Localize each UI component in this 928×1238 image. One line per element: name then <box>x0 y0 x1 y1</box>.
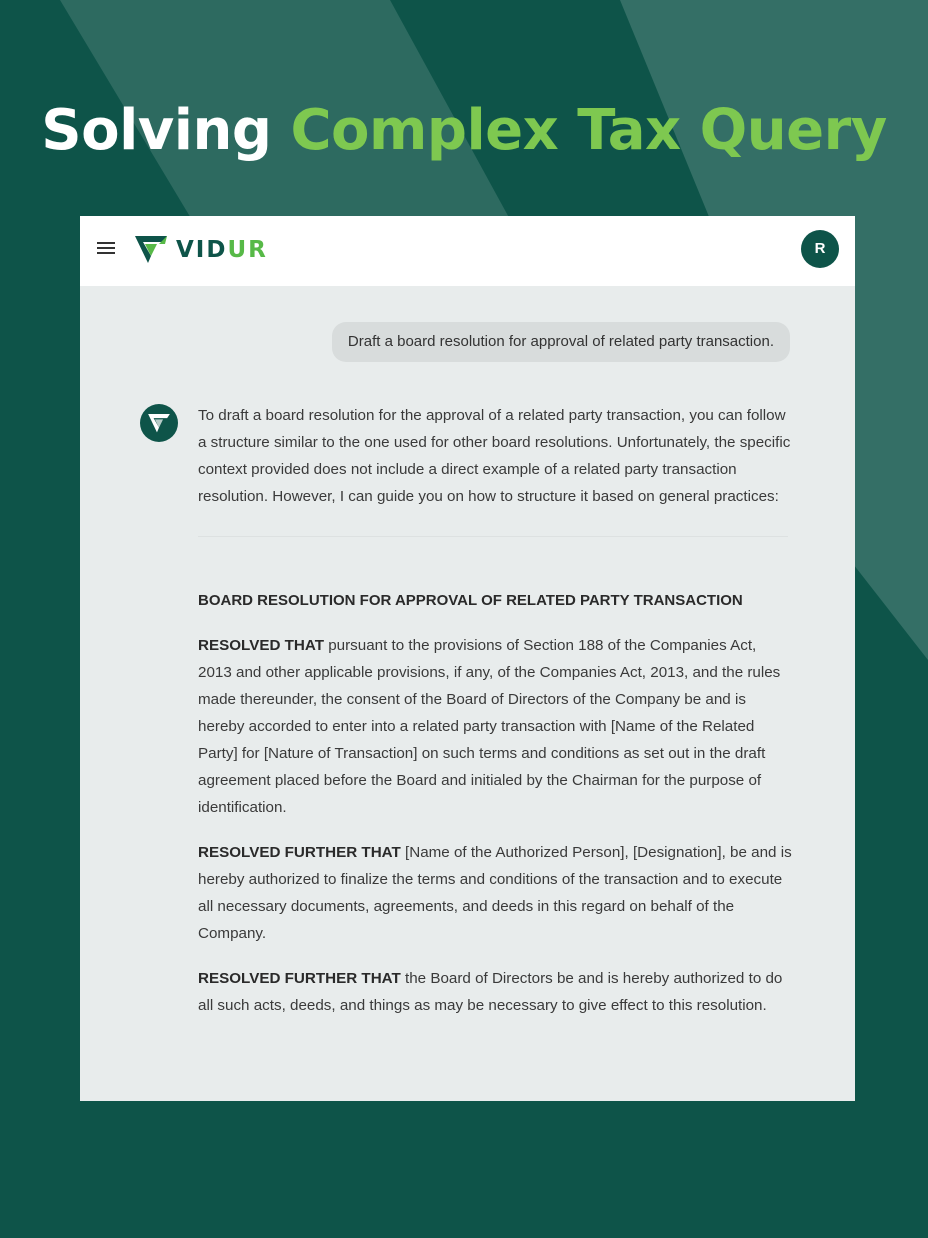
hamburger-menu-icon[interactable] <box>97 242 115 256</box>
response-divider <box>198 536 788 537</box>
app-screenshot-frame <box>80 216 855 1101</box>
user-avatar[interactable]: R <box>801 230 839 268</box>
assistant-response <box>198 402 793 1019</box>
headline-part1: Solving <box>41 98 272 163</box>
page-headline <box>0 96 928 166</box>
resolution-title: BOARD RESOLUTION FOR APPROVAL OF RELATED PARTY TRANSACTION <box>198 592 743 609</box>
resolution-text-1: pursuant to the provisions of Section 188 of the Companies Act, 2013 and other applicable provisions, if any, of the Companies Act, 2013, and the rules made thereunder, the consent of the Board of Directors of the Company be and is hereby accorded to enter into a related party transaction with [Name of the Related Party] for [Nature of Transaction] on such terms and conditions as set out in the draft agreement placed before the Board and initialed by the Chairman for the purpose of identification. <box>198 637 781 816</box>
logo-text-dark: VID <box>176 237 228 263</box>
resolution-paragraph-2 <box>198 839 793 947</box>
resolution-lead-3: RESOLVED FURTHER THAT <box>198 970 401 987</box>
logo-text-light: UR <box>227 237 268 263</box>
assistant-avatar <box>140 404 178 442</box>
app-logo-text <box>176 236 268 264</box>
vidur-logo-icon <box>135 236 167 264</box>
resolution-text-2: [Name of the Authorized Person], [Designation], be and is hereby authorized to finalize the terms and conditions of the transaction and to execute all necessary documents, agreements, and deeds in this regard on behalf of the Company. <box>198 844 792 942</box>
headline-part2: Complex Tax Query <box>290 98 887 163</box>
assistant-logo-icon <box>148 414 170 433</box>
resolution-paragraph-3 <box>198 965 793 1019</box>
app-header <box>80 216 855 286</box>
resolution-text-3: the Board of Directors be and is hereby authorized to do all such acts, deeds, and things as may be necessary to give effect to this resolution. <box>198 970 783 1014</box>
resolution-lead-1: RESOLVED THAT <box>198 637 324 654</box>
assistant-intro: To draft a board resolution for the approval of a related party transaction, you can follow a structure similar to the one used for other board resolutions. Unfortunately, the specific context provided does not include a direct example of a related party transaction resolution. However, I can guide you on how to structure it based on general practices: <box>198 407 791 505</box>
resolution-paragraph-1 <box>198 632 793 821</box>
resolution-lead-2: RESOLVED FURTHER THAT <box>198 844 401 861</box>
user-message-bubble: Draft a board resolution for approval of related party transaction. <box>332 322 790 362</box>
